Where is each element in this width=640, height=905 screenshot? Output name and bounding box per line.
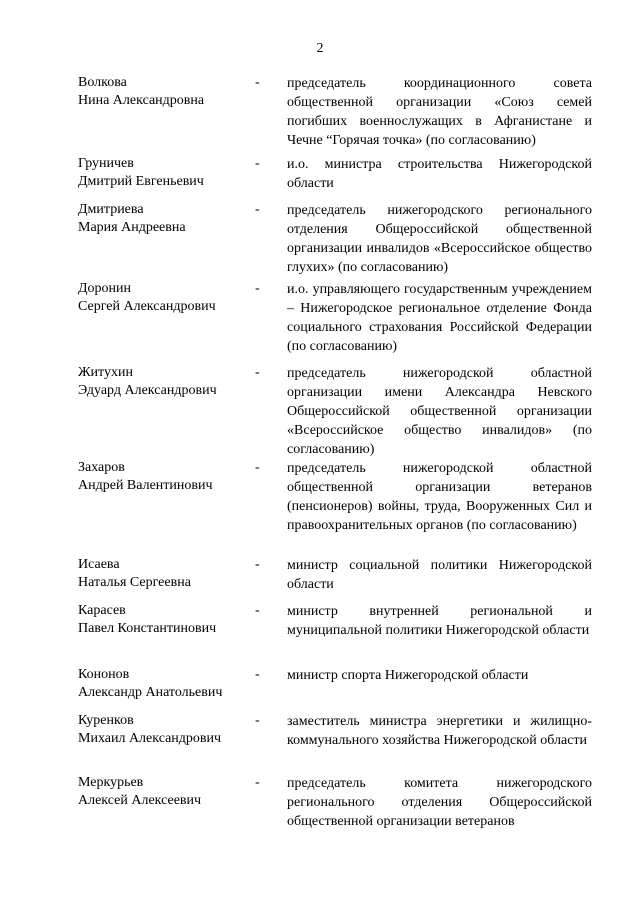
separator-dash: -: [255, 603, 260, 618]
member-given-names: Дмитрий Евгеньевич: [78, 174, 204, 189]
member-given-names: Михаил Александрович: [78, 731, 222, 746]
member-given-names: Сергей Александрович: [78, 299, 216, 314]
separator-dash: -: [255, 460, 260, 475]
member-given-names: Александр Анатольевич: [78, 685, 223, 700]
separator-dash: -: [255, 557, 260, 572]
member-role: министр внутренней региональной и муниципальной политики Нижегородской области: [287, 604, 592, 638]
member-surname: Доронин: [78, 281, 132, 296]
separator-dash: -: [255, 365, 260, 380]
member-surname: Меркурьев: [78, 775, 144, 790]
member-role: заместитель министра энергетики и жилищно-коммунального хозяйства Нижегородской области: [287, 714, 592, 748]
member-surname: Дмитриева: [78, 202, 144, 217]
member-role: председатель нижегородской областной организации имени Александра Невского Общероссийской общественной организации «Всероссийское общество инвалидов» (по согласованию): [287, 366, 592, 457]
member-name: [78, 712, 258, 748]
member-role: председатель комитета нижегородского регионального отделения Общероссийской общественной организации ветеранов: [287, 776, 592, 829]
member-name: [78, 602, 258, 638]
separator-dash: -: [255, 713, 260, 728]
member-name: [78, 459, 258, 495]
member-given-names: Нина Александровна: [78, 93, 205, 108]
separator-dash: -: [255, 775, 260, 790]
member-given-names: Наталья Сергеевна: [78, 575, 191, 590]
member-role: председатель координационного совета общественной организации «Союз семей погибших военнослужащих в Афганистане и Чечне “Горячая точка» (по согласованию): [287, 76, 592, 148]
member-surname: Волкова: [78, 75, 127, 90]
member-name: [78, 280, 258, 316]
member-surname: Захаров: [78, 460, 125, 475]
member-role: министр спорта Нижегородской области: [287, 668, 529, 683]
page-number: 2: [316, 41, 324, 56]
member-role: министр социальной политики Нижегородской области: [287, 558, 592, 592]
member-name: [78, 556, 258, 592]
member-given-names: Андрей Валентинович: [78, 478, 213, 493]
member-role: председатель нижегородского регионального отделения Общероссийской общественной организации инвалидов «Всероссийское общество глухих» (по согласованию): [287, 203, 592, 275]
member-role: председатель нижегородской областной общественной организации ветеранов (пенсионеров) войны, труда, Вооруженных Сил и правоохранительных органов (по согласованию): [287, 461, 592, 533]
separator-dash: -: [255, 202, 260, 217]
separator-dash: -: [255, 667, 260, 682]
member-surname: Куренков: [78, 713, 134, 728]
member-surname: Груничев: [78, 156, 134, 171]
member-name: [78, 666, 258, 702]
member-surname: Карасев: [78, 603, 126, 618]
member-name: [78, 774, 258, 810]
member-surname: Исаева: [78, 557, 120, 572]
member-given-names: Алексей Алексеевич: [78, 793, 202, 808]
member-name: [78, 155, 258, 191]
member-given-names: Эдуард Александрович: [78, 383, 217, 398]
separator-dash: -: [255, 156, 260, 171]
member-surname: Кононов: [78, 667, 130, 682]
member-name: [78, 201, 258, 237]
member-given-names: Павел Константинович: [78, 621, 217, 636]
separator-dash: -: [255, 281, 260, 296]
separator-dash: -: [255, 75, 260, 90]
member-name: [78, 364, 258, 400]
member-role: и.о. управляющего государственным учреждением – Нижегородское региональное отделение Фонда социального страхования Российской Федерации (по согласованию): [287, 282, 592, 354]
member-role: и.о. министра строительства Нижегородской области: [287, 157, 592, 191]
member-name: [78, 74, 258, 110]
member-surname: Житухин: [78, 365, 133, 380]
member-given-names: Мария Андреевна: [78, 220, 186, 235]
